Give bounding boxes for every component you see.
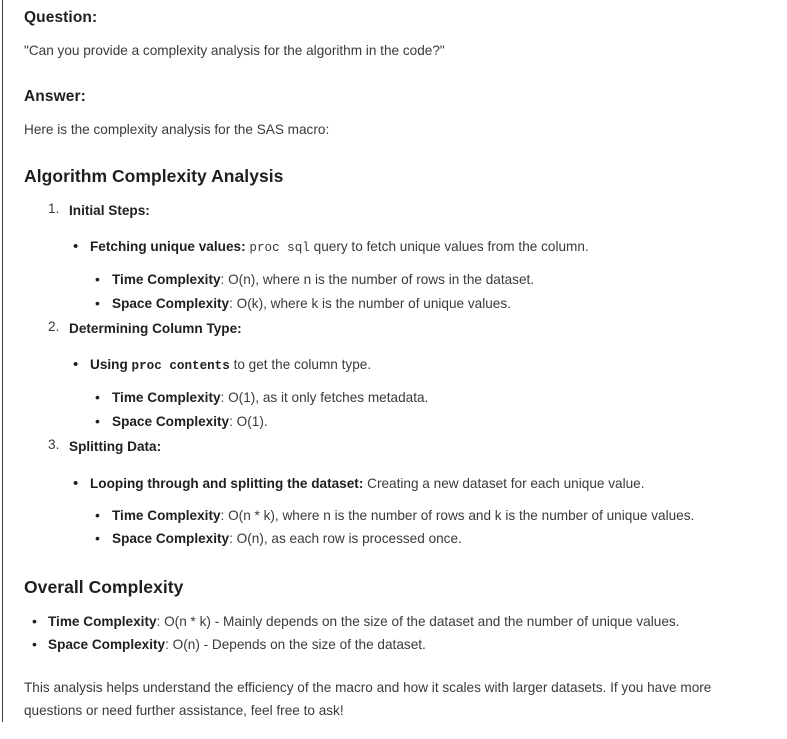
complexity-label: Time Complexity (112, 390, 221, 406)
algorithm-complexity-heading: Algorithm Complexity Analysis (24, 166, 284, 187)
complexity-line (112, 531, 462, 546)
complexity-label: Space Complexity (48, 637, 166, 653)
step-detail (90, 239, 589, 254)
list-item (90, 294, 769, 314)
list-item (24, 319, 769, 432)
complexity-value: O(1). (232, 413, 268, 429)
complexity-sep: : (220, 507, 225, 523)
complexity-line (112, 296, 511, 311)
left-edge-rule (2, 0, 3, 722)
inline-code: proc contents (131, 359, 230, 374)
complexity-sep: : (229, 295, 233, 311)
step-detail-rest: Creating a new dataset for each unique value. (363, 475, 645, 491)
complexity-list (90, 376, 769, 432)
question-label: Question: (24, 9, 98, 26)
closing-paragraph: This analysis helps understand the efficiency of the macro and how it scales with larger datasets. If you have more questions or need further assistance, feel free to ask! (24, 679, 712, 718)
step-detail-list (69, 339, 769, 432)
complexity-line (48, 637, 426, 652)
step-detail-list (69, 458, 769, 550)
list-item (90, 270, 769, 290)
step-detail (90, 357, 371, 372)
step-detail-sep: : (358, 475, 364, 491)
complexity-sep: : (156, 613, 161, 629)
complexity-label: Time Complexity (112, 272, 221, 288)
step-detail-rest: to get the column type. (229, 357, 372, 373)
list-item (24, 635, 769, 655)
complexity-sep: : (229, 531, 233, 547)
complexity-label: Space Complexity (112, 413, 230, 429)
complexity-list (90, 258, 769, 314)
step-detail-lead: Fetching unique values (90, 239, 242, 255)
complexity-label: Time Complexity (112, 507, 221, 523)
complexity-line (112, 272, 534, 287)
complexity-sep: : (220, 390, 225, 406)
complexity-sep: : (165, 637, 169, 653)
complexity-line (112, 508, 694, 523)
complexity-label: Time Complexity (48, 613, 157, 629)
step-title: Splitting Data: (69, 439, 162, 455)
complexity-line (112, 414, 268, 429)
complexity-sep: : (229, 413, 233, 429)
overall-complexity-heading: Overall Complexity (24, 576, 184, 597)
step-detail (90, 476, 645, 491)
step-detail-lead: Looping through and splitting the dataset (90, 475, 359, 491)
list-item (90, 529, 769, 549)
question-text: "Can you provide a complexity analysis for the algorithm in the code?" (24, 43, 445, 58)
complexity-value: O(n), where n is the number of rows in the dataset. (224, 272, 535, 288)
list-item (90, 506, 769, 526)
list-item (24, 437, 769, 550)
list-item (90, 412, 769, 432)
complexity-value: O(k), where k is the number of unique values. (232, 295, 511, 311)
step-detail-rest: query to fetch unique values from the column. (309, 239, 589, 255)
list-item (90, 388, 769, 408)
complexity-label: Space Complexity (112, 295, 230, 311)
list-item (69, 355, 769, 432)
step-detail-lead: Using (90, 357, 132, 373)
complexity-value: O(n * k), where n is the number of rows and k is the number of unique values. (224, 507, 695, 523)
complexity-value: O(1), as it only fetches metadata. (224, 390, 429, 406)
complexity-line (112, 390, 428, 405)
complexity-list (90, 494, 769, 550)
answer-label: Answer: (24, 88, 86, 106)
steps-list (24, 187, 769, 550)
step-title: Initial Steps: (69, 203, 150, 219)
overall-complexity-list (24, 598, 769, 656)
step-detail-sep: : (241, 239, 246, 255)
list-item (69, 237, 769, 314)
complexity-line (48, 614, 679, 629)
step-detail-list (69, 221, 769, 314)
answer-intro-text: Here is the complexity analysis for the SAS macro: (24, 122, 330, 138)
list-item (24, 612, 769, 632)
complexity-value: O(n * k) - Mainly depends on the size of the dataset and the number of unique values. (160, 613, 680, 629)
step-title: Determining Column Type: (69, 321, 242, 337)
complexity-value: O(n) - Depends on the size of the dataset. (168, 637, 426, 653)
complexity-label: Space Complexity (112, 531, 230, 547)
list-item (24, 201, 769, 314)
list-item (69, 474, 769, 550)
inline-code: proc sql (249, 241, 310, 256)
complexity-value: O(n), as each row is processed once. (232, 531, 462, 547)
complexity-sep: : (220, 272, 225, 288)
